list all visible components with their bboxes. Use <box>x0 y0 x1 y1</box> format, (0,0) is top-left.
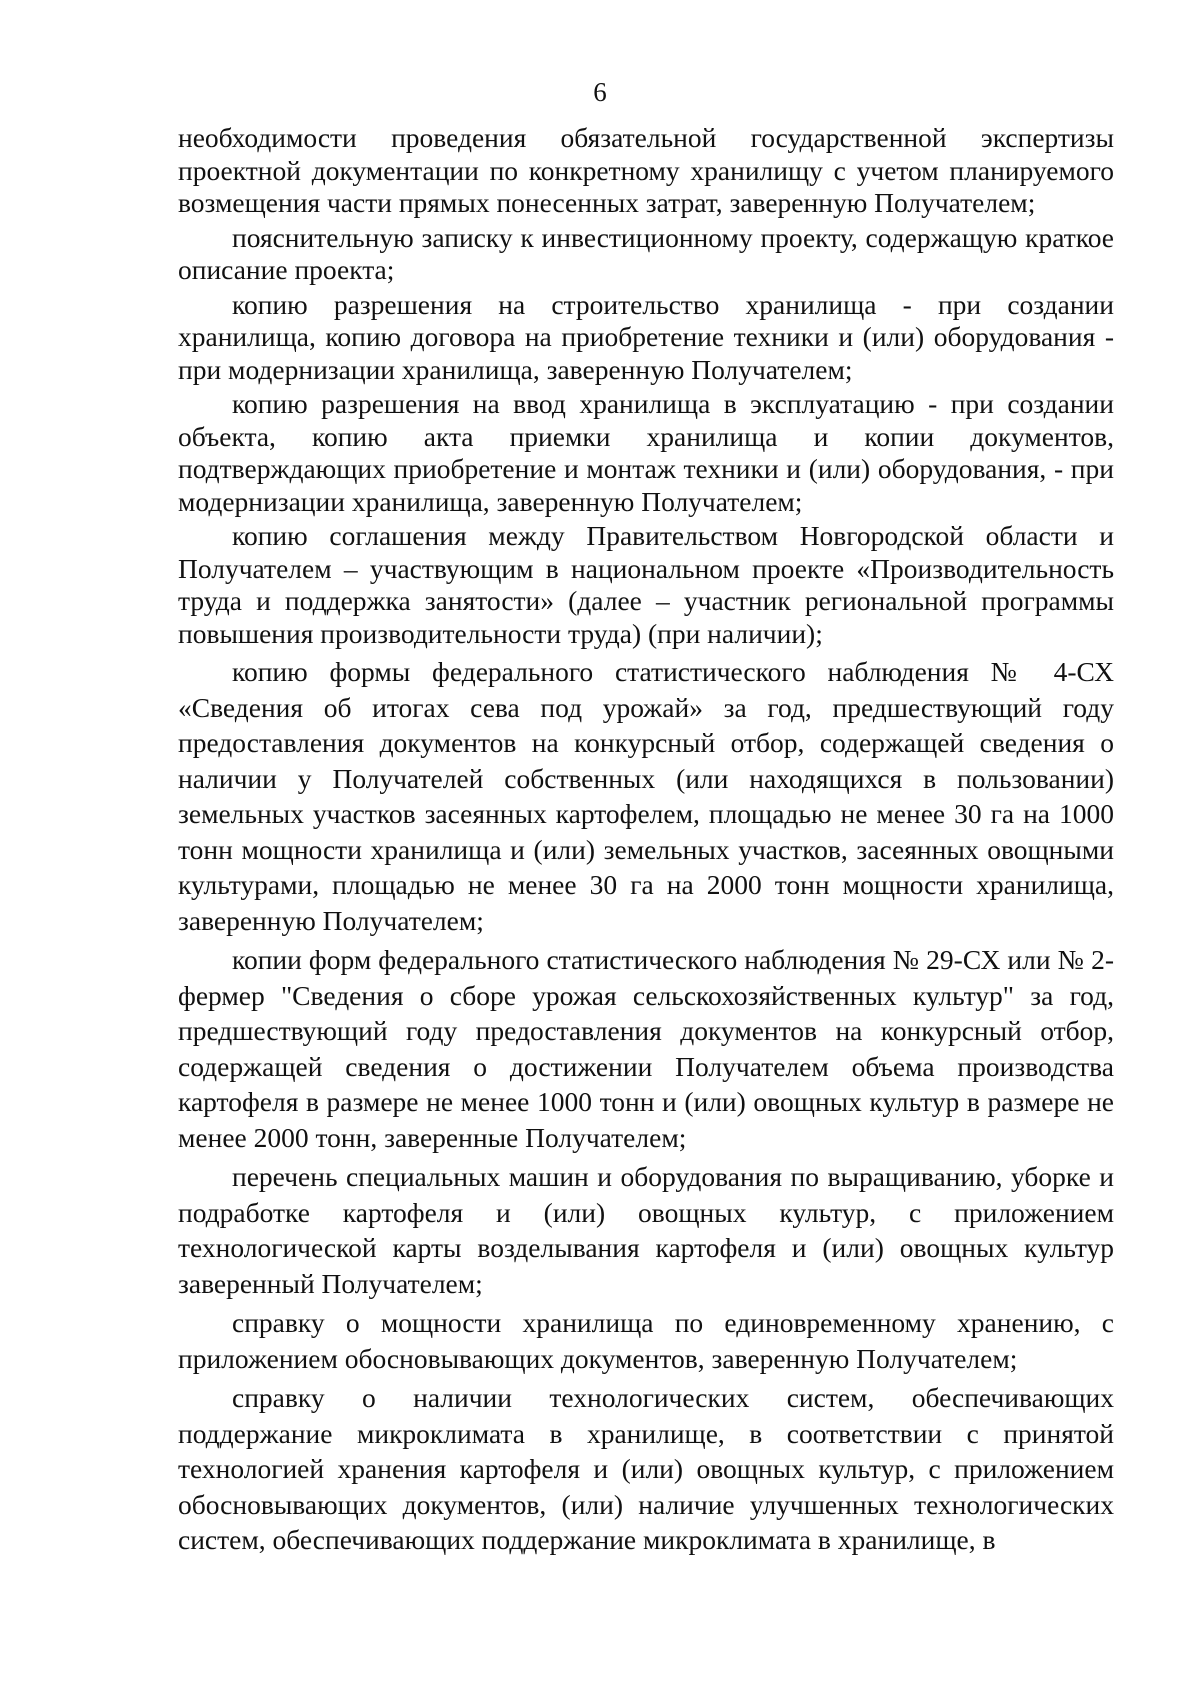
paragraph-expertise-continuation: необходимости проведения обязательной государственной экспертизы проектной документации по конкретному хранилищу с учетом планируемого возмещения части прямых понесенных затрат, заверенную Получателем; <box>178 122 1114 218</box>
paragraph-construction-permit: копию разрешения на строительство хранилища - при создании хранилища, копию договора на приобретение техники и (или) оборудования - при модернизации хранилища, заверенную Получателем; <box>178 288 1114 385</box>
paragraph-form-4-sh: копию формы федерального статистического наблюдения № 4-СХ «Сведения об итогах сева под урожай» за год, предшествующий году предоставления документов на конкурсный отбор, содержащей сведения о наличии у Получателей собственных (или находящихся в пользовании) земельных участков засеянных картофелем, площадью не менее 30 га на 1000 тонн мощности хранилища и (или) земельных участков, засеянных овощными культурами, площадью не менее 30 га на 2000 тонн мощности хранилища, заверенную Получателем; <box>178 656 1114 936</box>
page-number: 6 <box>593 77 607 107</box>
document-body <box>178 122 1114 1558</box>
paragraph-form-29-sh: копии форм федерального статистического наблюдения № 29-СХ или № 2-фермер "Сведения о сборе урожая сельскохозяйственных культур" за год, предшествующий году предоставления документов на конкурсный отбор, содержащей сведения о достижении Получателем объема производства картофеля в размере не менее 1000 тонн и (или) овощных культур в размере не менее 2000 тонн, заверенные Получателем; <box>178 944 1114 1153</box>
paragraph-government-agreement: копию соглашения между Правительством Новгородской области и Получателем – участвующим в национальном проекте «Производительность труда и поддержка занятости» (далее – участник региональной программы повышения производительности труда) (при наличии); <box>178 520 1114 649</box>
paragraph-commissioning-permit: копию разрешения на ввод хранилища в эксплуатацию - при создании объекта, копию акта приемки хранилища и копии документов, подтверждающих приобретение и монтаж техники и (или) оборудования, - при модернизации хранилища, заверенную Получателем; <box>178 388 1114 517</box>
paragraph-capacity-certificate: справку о мощности хранилища по единовременному хранению, с приложением обосновывающих документов, заверенную Получателем; <box>178 1307 1114 1374</box>
paragraph-machinery-list: перечень специальных машин и оборудования по выращиванию, уборке и подработке картофеля и (или) овощных культур, с приложением технологической карты возделывания картофеля и (или) овощных культур заверенный Получателем; <box>178 1161 1114 1299</box>
paragraph-microclimate-certificate: справку о наличии технологических систем, обеспечивающих поддержание микроклимата в хранилище, в соответствии с принятой технологией хранения картофеля и (или) овощных культур, с приложением обосновывающих документов, (или) наличие улучшенных технологических систем, обеспечивающих поддержание микроклимата в хранилище, в <box>178 1382 1114 1555</box>
paragraph-explanatory-note: пояснительную записку к инвестиционному проекту, содержащую краткое описание проекта; <box>178 221 1114 285</box>
